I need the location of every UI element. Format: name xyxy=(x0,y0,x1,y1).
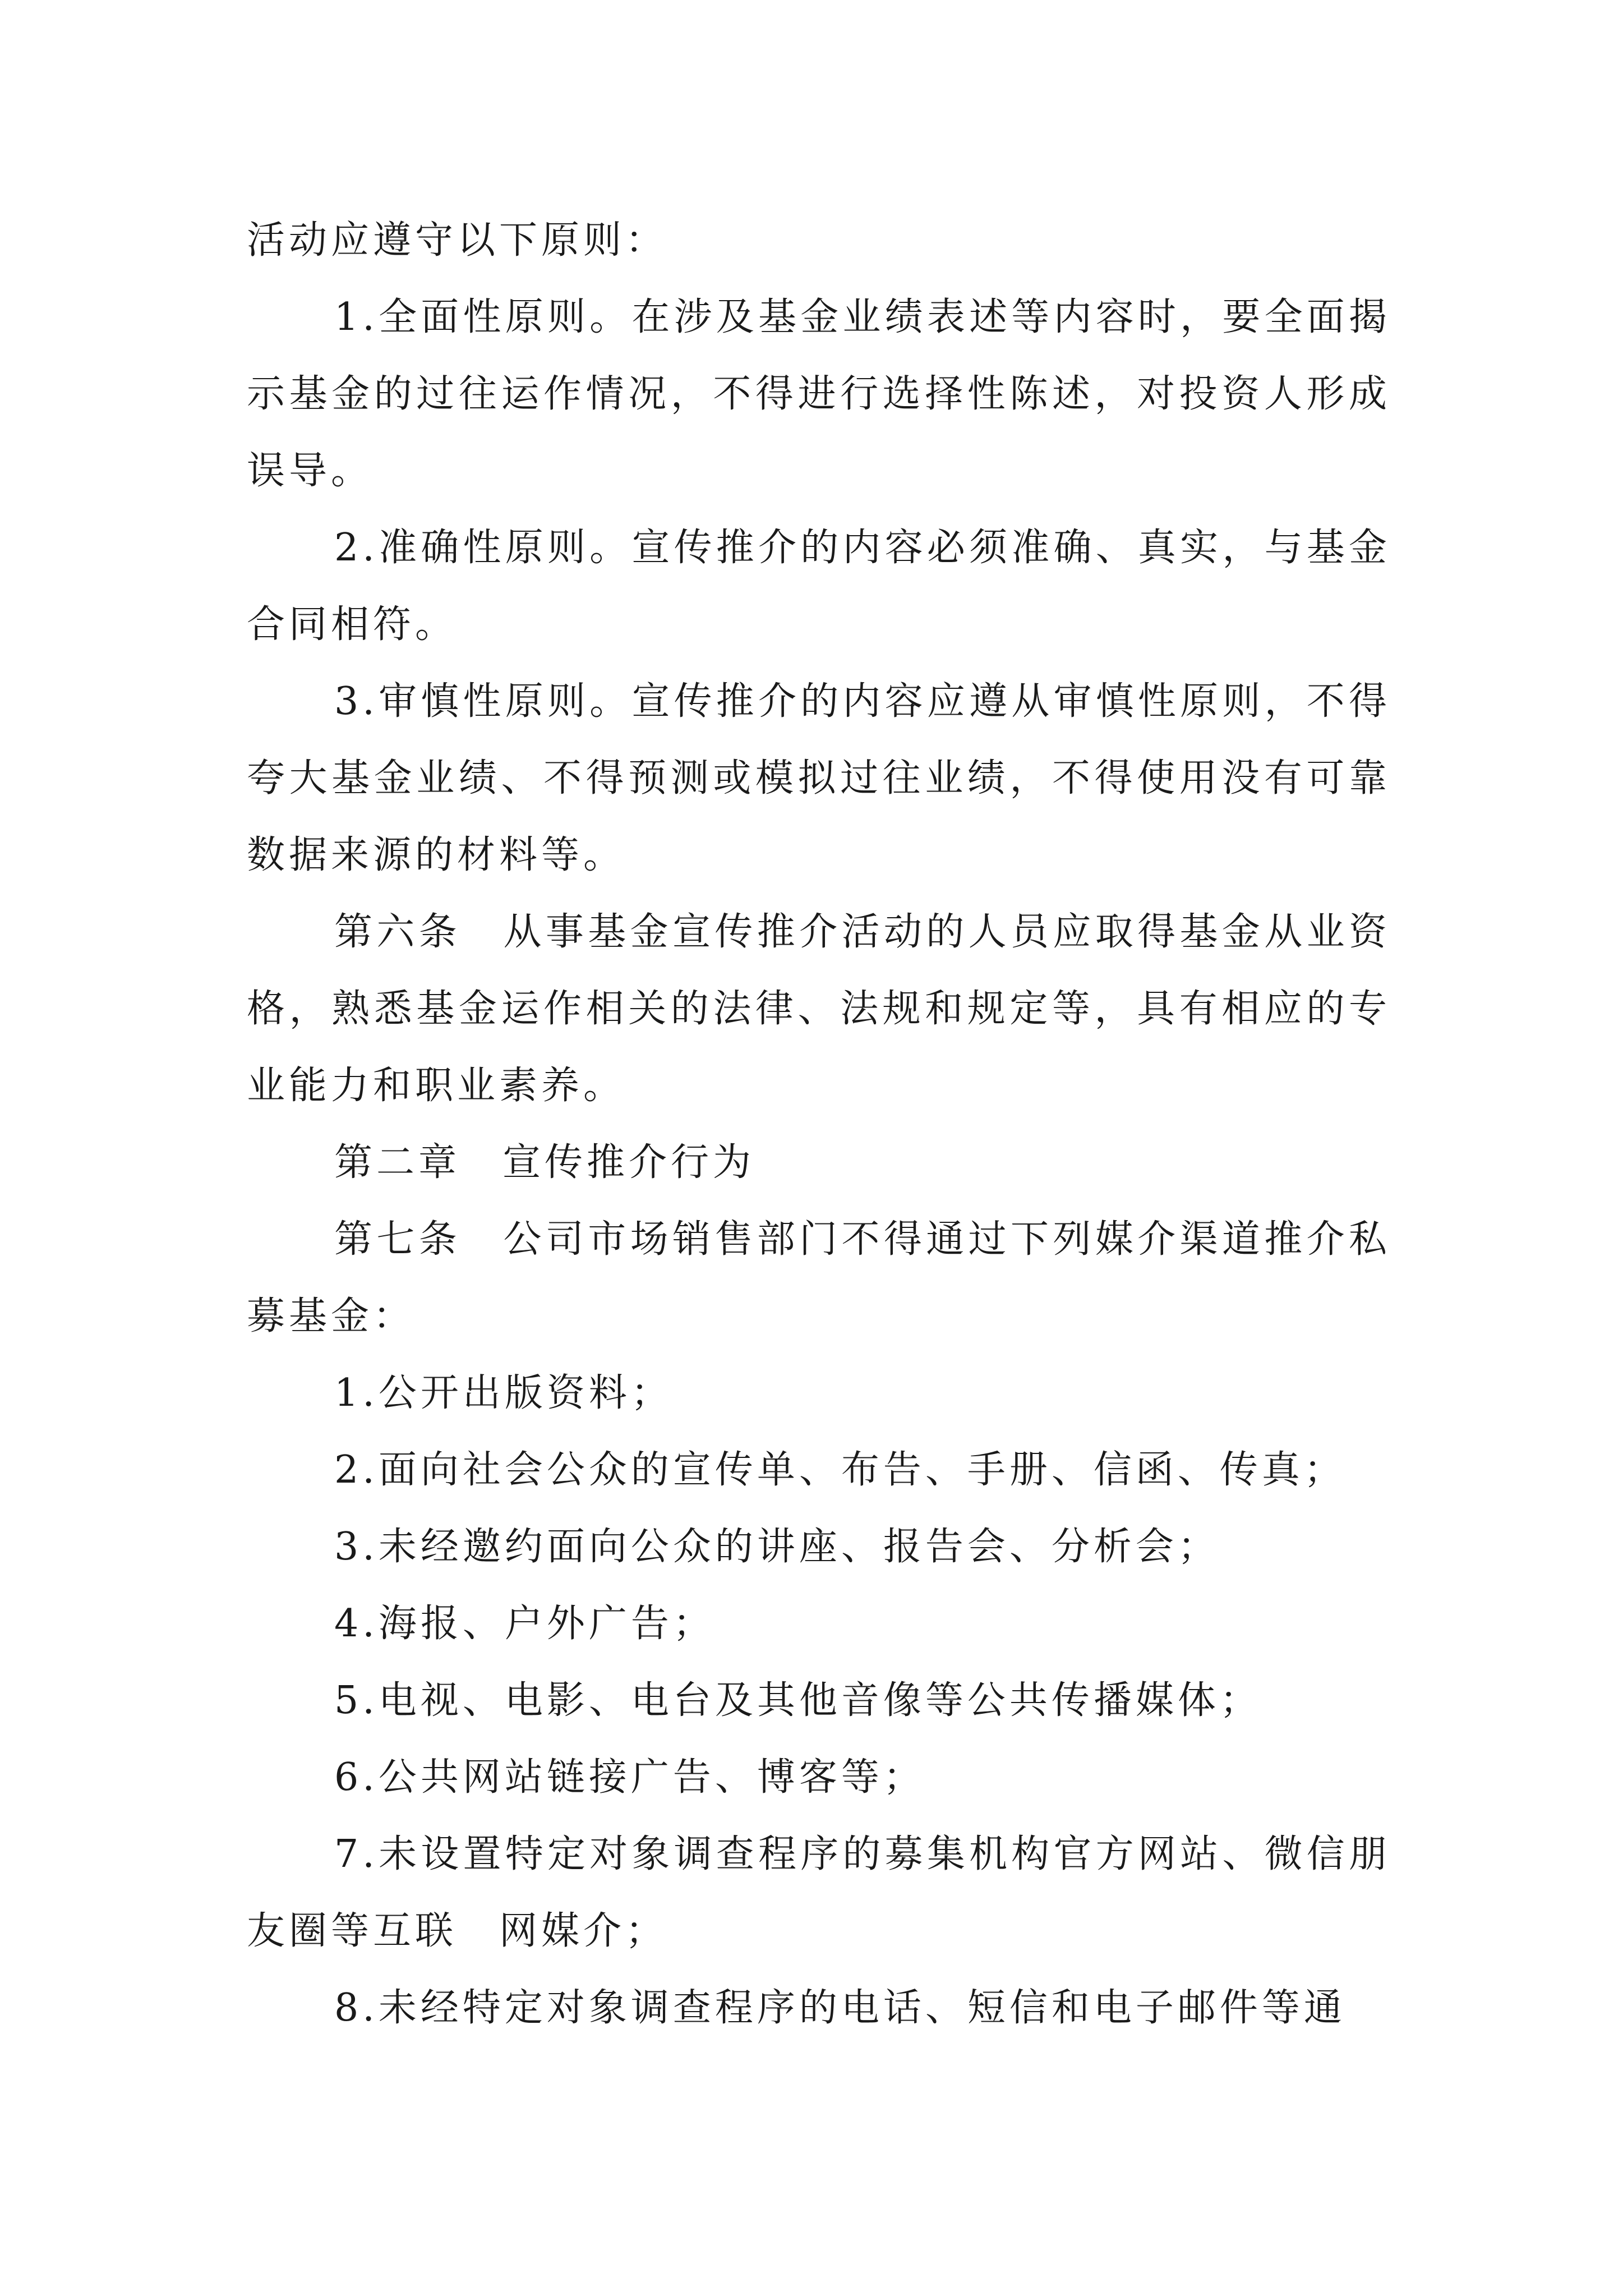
paragraph-continuation: 活动应遵守以下原则： xyxy=(247,218,668,263)
list-item-6: 6.公共网站链接广告、博客等； xyxy=(334,1755,925,1800)
list-item-7: 7.未设置特定对象调查程序的募集机构官方网站、微信朋友圈等互联 网媒介； xyxy=(247,1832,1391,1953)
document-body xyxy=(247,202,1391,2046)
paragraph-principle-1: 1.全面性原则。在涉及基金业绩表述等内容时，要全面揭示基金的过往运作情况，不得进行选择性陈述，对投资人形成误导。 xyxy=(247,295,1391,493)
list-item-1: 1.公开出版资料； xyxy=(334,1371,673,1415)
paragraph-principle-3: 3.审慎性原则。宣传推介的内容应遵从审慎性原则，不得夸大基金业绩、不得预测或模拟过往业绩，不得使用没有可靠数据来源的材料等。 xyxy=(247,679,1391,877)
list-item-4: 4.海报、户外广告； xyxy=(334,1602,715,1646)
paragraph-article-7: 第七条 公司市场销售部门不得通过下列媒介渠道推介私募基金： xyxy=(247,1217,1391,1338)
paragraph-article-6: 第六条 从事基金宣传推介活动的人员应取得基金从业资格，熟悉基金运作相关的法律、法规和规定等，具有相应的专业能力和职业素养。 xyxy=(247,910,1391,1108)
list-item-5: 5.电视、电影、电台及其他音像等公共传播媒体； xyxy=(334,1678,1262,1723)
chapter-heading: 第二章 宣传推介行为 xyxy=(334,1140,755,1185)
list-item-2: 2.面向社会公众的宣传单、布告、手册、信函、传真； xyxy=(334,1448,1346,1492)
paragraph-principle-2: 2.准确性原则。宣传推介的内容必须准确、真实，与基金合同相符。 xyxy=(247,526,1391,647)
list-item-8: 8.未经特定对象调查程序的电话、短信和电子邮件等通 xyxy=(334,1986,1346,2030)
list-item-3: 3.未经邀约面向公众的讲座、报告会、分析会； xyxy=(334,1525,1220,1569)
